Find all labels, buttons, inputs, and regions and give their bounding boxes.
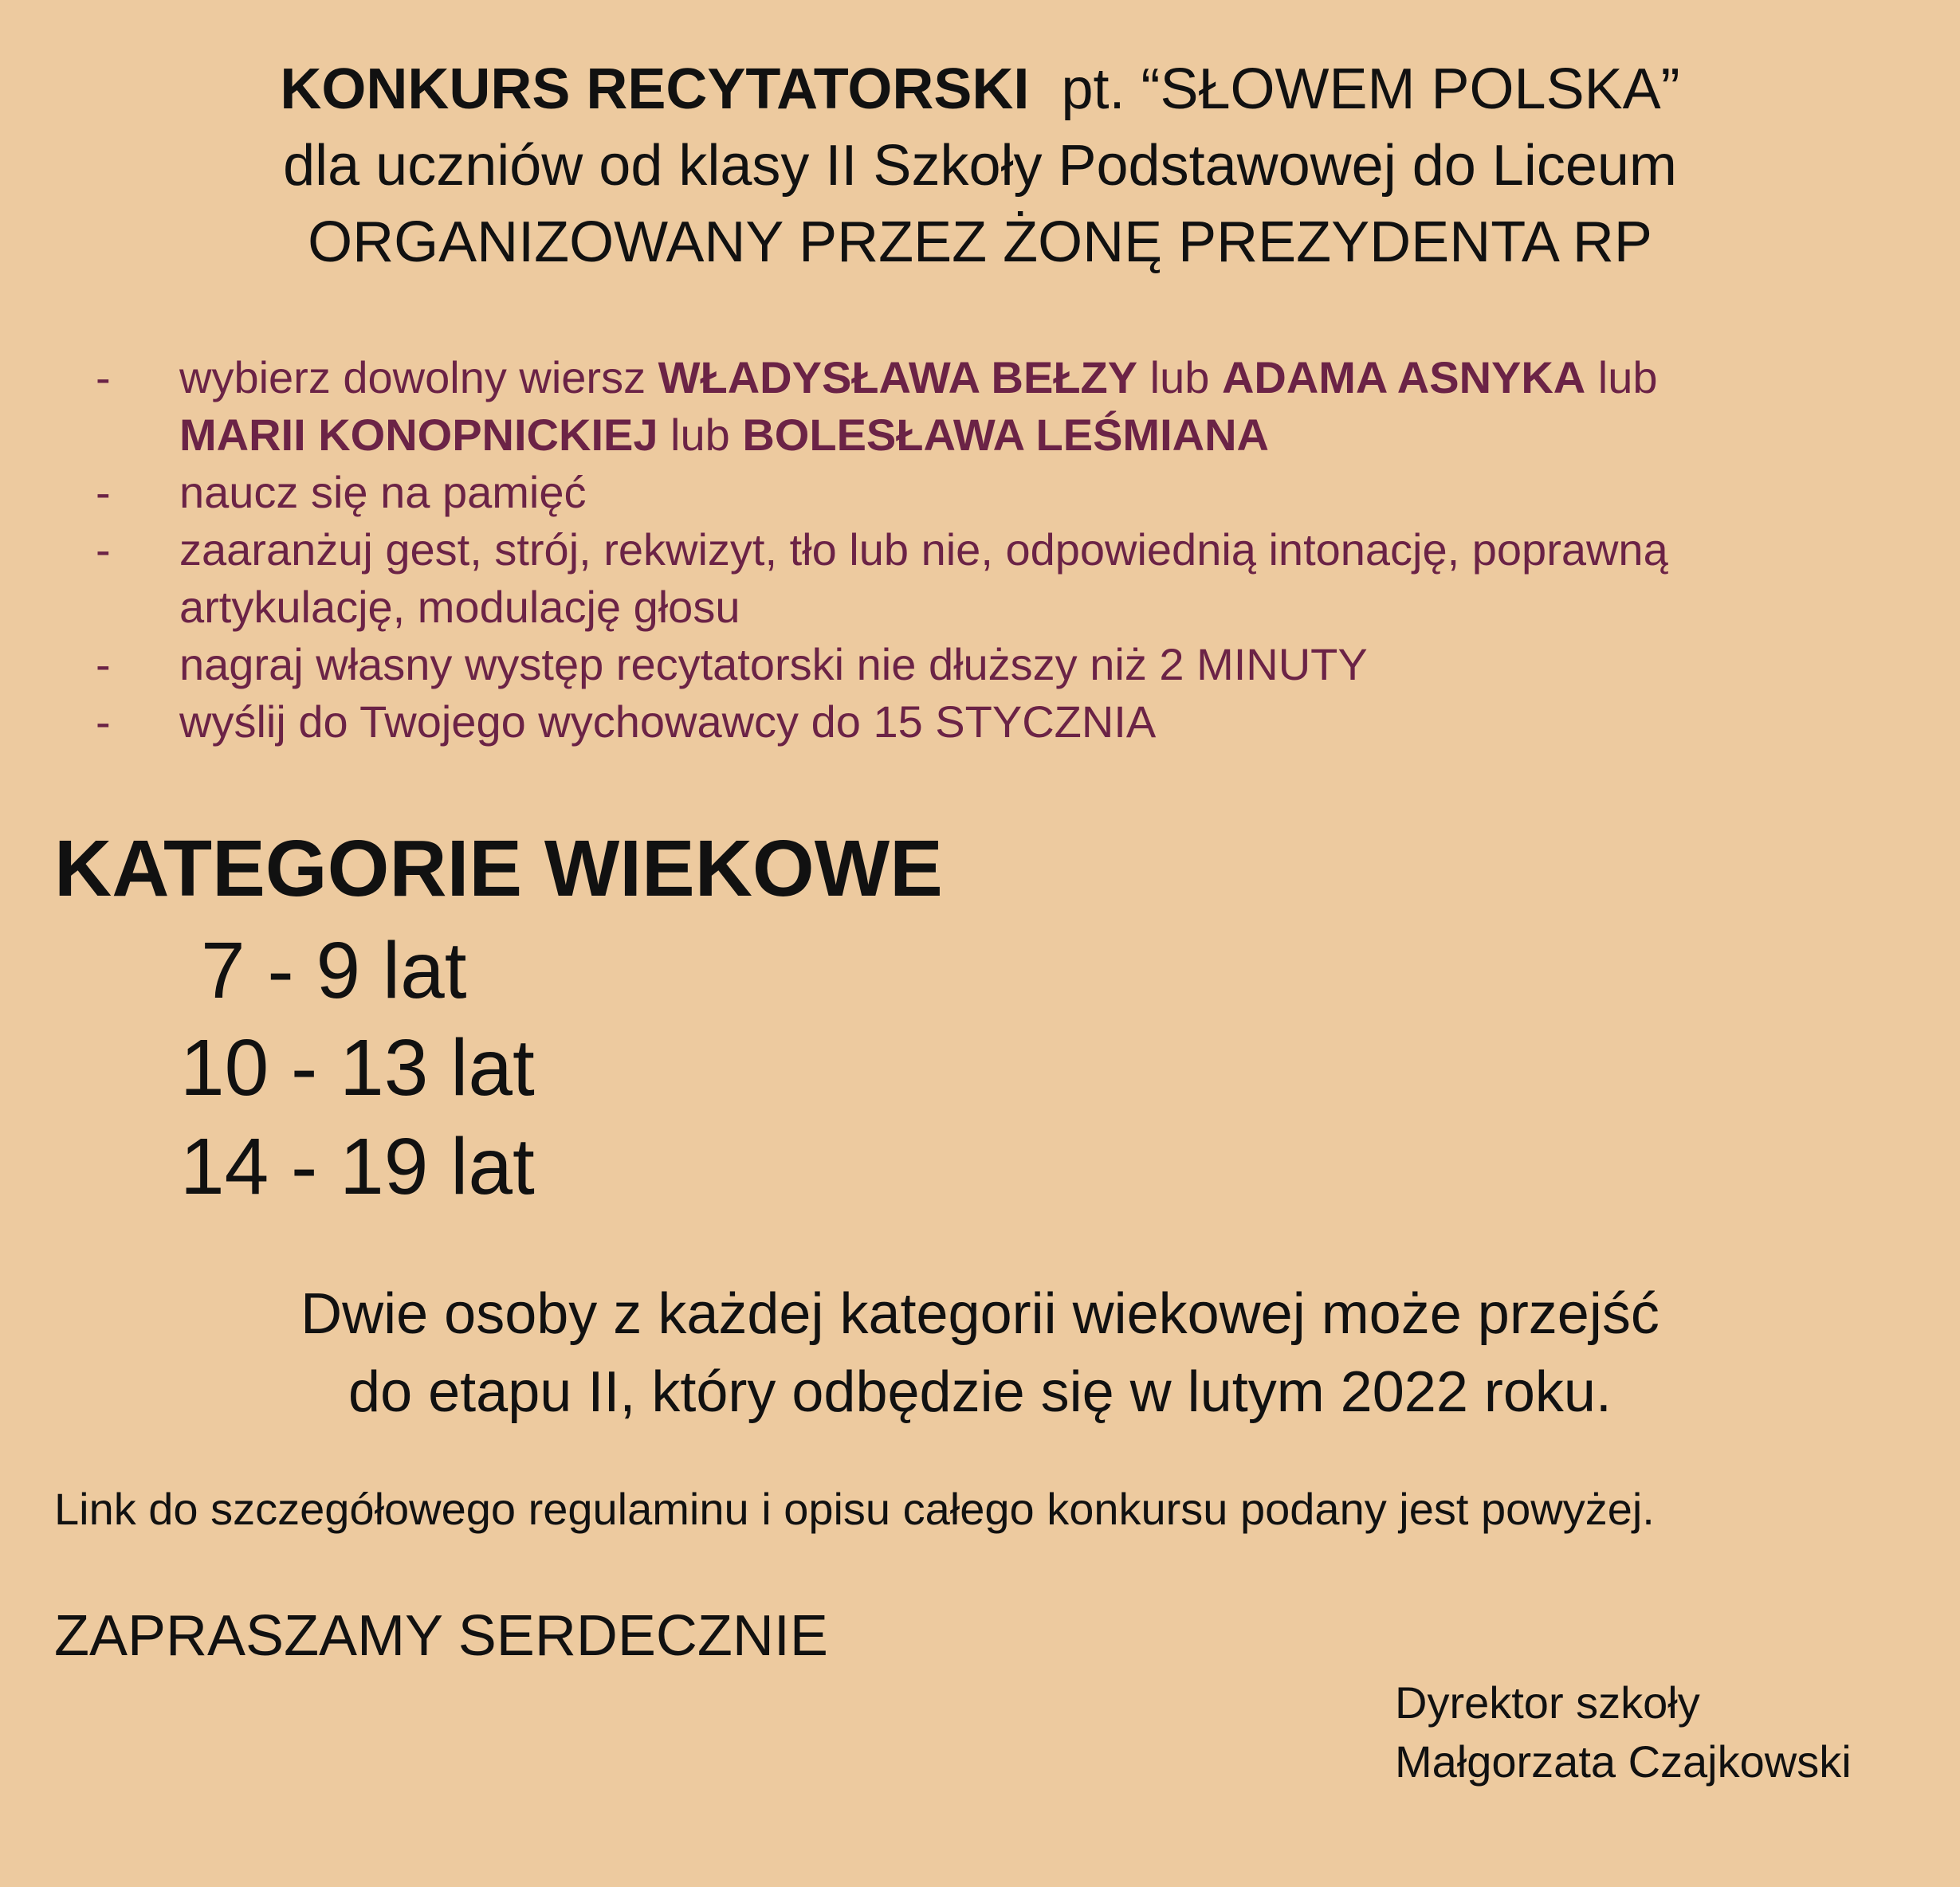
age-category-7-9: 7 - 9 lat	[201, 926, 467, 1015]
item-text: wyślij do Twojego wychowawcy do 15 STYCZNIA	[179, 696, 1157, 747]
list-item	[96, 464, 1889, 521]
title-line	[0, 51, 1960, 128]
item-text: lub	[658, 410, 743, 460]
bullet-dash: -	[96, 467, 111, 517]
age-category-10-13: 10 - 13 lat	[180, 1023, 535, 1112]
bullet-dash: -	[96, 696, 111, 747]
signature-role: Dyrektor szkoły	[1395, 1677, 1700, 1728]
item-text: lub	[1137, 352, 1222, 402]
item-text: zaaranżuj gest, strój, rekwizyt, tło lub nie, odpowiednią intonację, poprawną	[179, 524, 1668, 575]
age-category-14-19: 14 - 19 lat	[180, 1122, 535, 1211]
item-text: artykulację, modulację głosu	[179, 582, 740, 632]
instruction-list	[96, 349, 1889, 751]
signature-name: Małgorzata Czajkowski	[1395, 1736, 1852, 1787]
audience-line: dla uczniów od klasy II Szkoły Podstawowej do Liceum	[283, 134, 1677, 198]
poet-name: MARII KONOPNICKIEJ	[179, 410, 658, 460]
contest-name: pt. “SŁOWEM POLSKA”	[1061, 57, 1680, 121]
list-item	[96, 521, 1889, 636]
item-text: nagraj własny występ recytatorski nie dłuższy niż 2 MINUTY	[179, 639, 1368, 689]
poet-name: BOLESŁAWA LEŚMIANA	[742, 410, 1269, 460]
list-item	[96, 349, 1889, 464]
bullet-dash: -	[96, 352, 111, 402]
list-item	[96, 693, 1889, 751]
invitation-text: ZAPRASZAMY SERDECZNIE	[54, 1604, 828, 1668]
item-text: naucz się na pamięć	[179, 467, 587, 517]
poster-header	[0, 51, 1960, 280]
item-text: lub	[1585, 352, 1658, 402]
notice-line: do etapu II, który odbędzie się w lutym 2022 roku.	[348, 1360, 1612, 1424]
organizer-line: ORGANIZOWANY PRZEZ ŻONĘ PREZYDENTA RP	[308, 210, 1652, 274]
stage-two-notice	[0, 1275, 1960, 1431]
poet-name: WŁADYSŁAWA BEŁZY	[658, 352, 1138, 402]
bullet-dash: -	[96, 524, 111, 575]
regulations-link-note: Link do szczegółowego regulaminu i opisu całego konkursu podany jest powyżej.	[54, 1484, 1655, 1534]
poet-name: ADAMA ASNYKA	[1221, 352, 1586, 402]
list-item	[96, 636, 1889, 693]
item-text: wybierz dowolny wiersz	[179, 352, 658, 402]
age-categories-heading: KATEGORIE WIEKOWE	[54, 824, 943, 913]
signature-block	[1395, 1673, 1852, 1791]
contest-title: KONKURS RECYTATORSKI	[280, 57, 1030, 121]
bullet-dash: -	[96, 639, 111, 689]
notice-line: Dwie osoby z każdej kategorii wiekowej może przejść	[300, 1282, 1660, 1346]
